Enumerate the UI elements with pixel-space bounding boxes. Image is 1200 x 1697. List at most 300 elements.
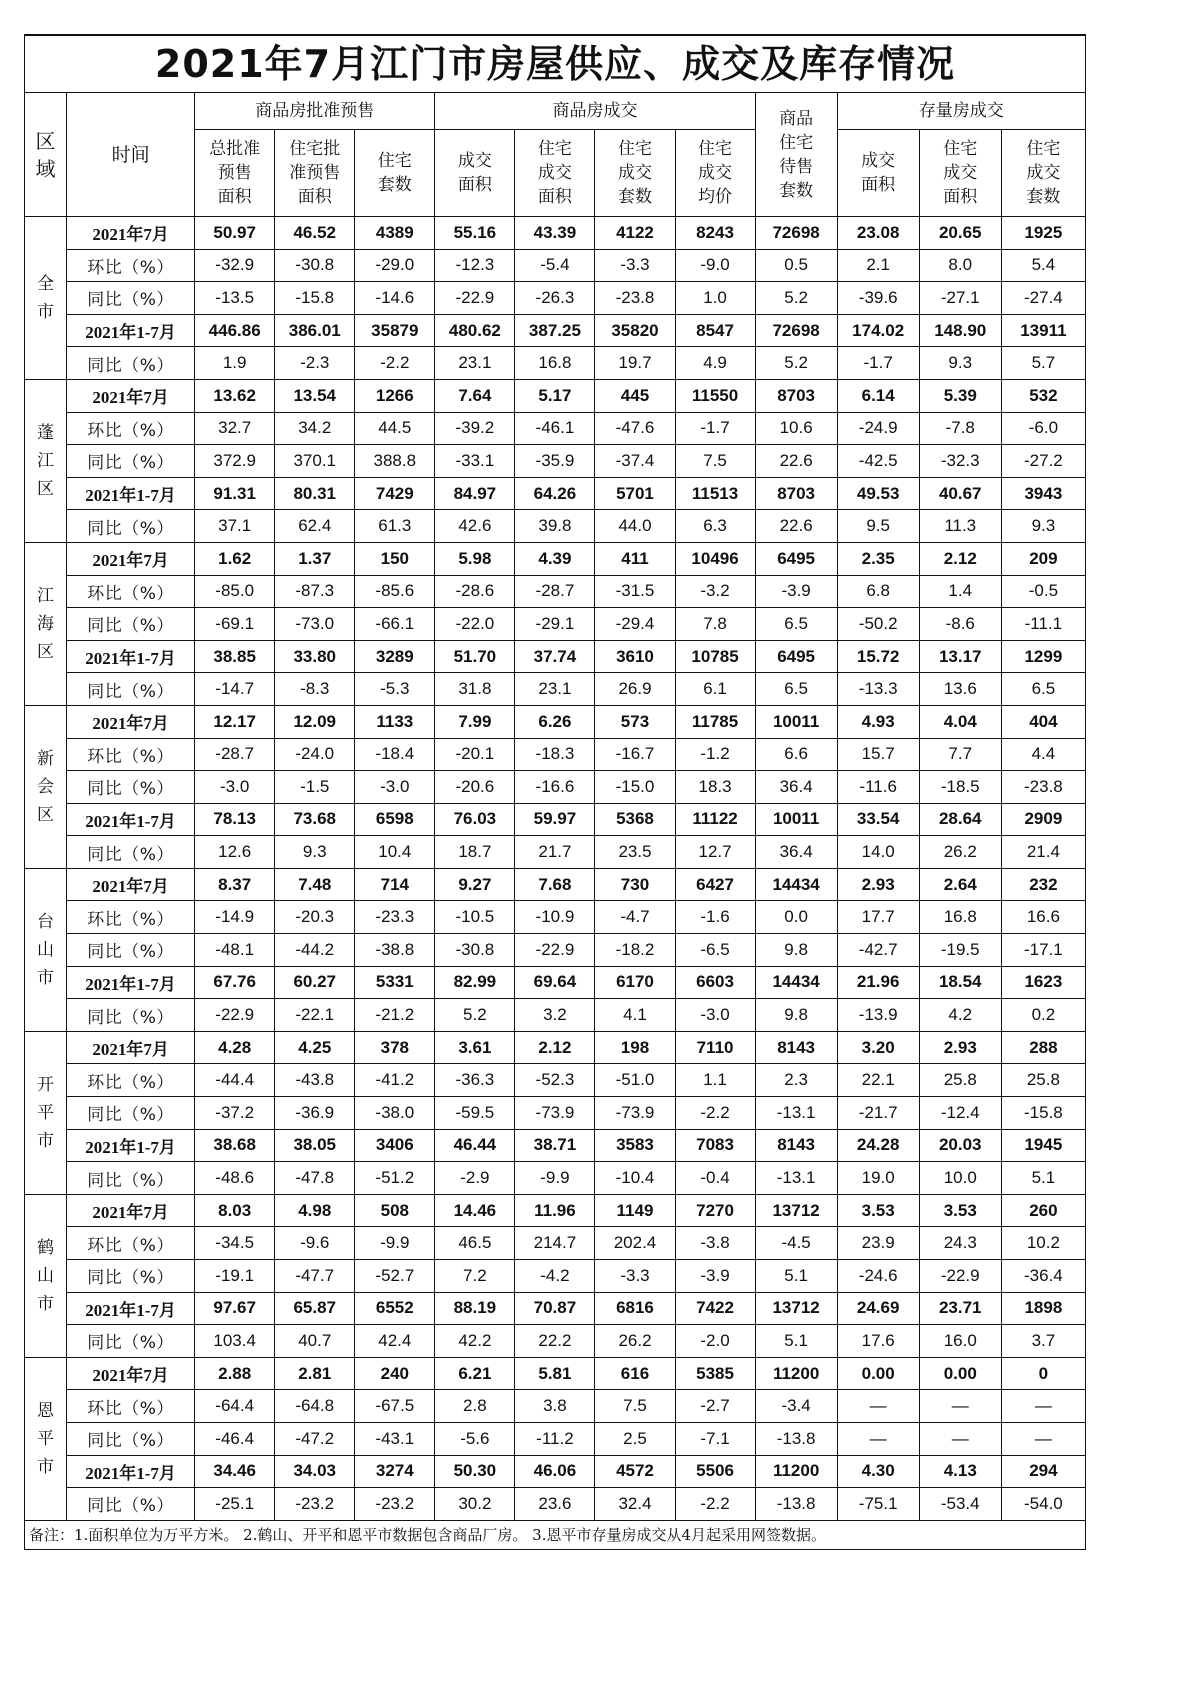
data-cell: 3610 [595,640,675,673]
data-cell: -36.4 [1001,1260,1085,1293]
row-label: 环比（%） [67,738,195,771]
data-cell: -29.4 [595,608,675,641]
data-cell: 5.81 [515,1357,595,1390]
data-cell: 61.3 [355,510,435,543]
data-cell: -13.3 [837,673,919,706]
header-line: 成交 [943,163,978,183]
data-cell: 7083 [675,1129,755,1162]
row-label: 同比（%） [67,673,195,706]
data-cell: -20.1 [435,738,515,771]
row-label: 同比（%） [67,836,195,869]
row-label: 同比（%） [67,608,195,641]
data-cell: 6.21 [435,1357,515,1390]
data-cell: 508 [355,1194,435,1227]
note-row [25,1520,1086,1549]
table-row [25,966,1086,999]
data-cell: 532 [1001,379,1085,412]
table-row [25,1390,1086,1423]
row-label: 2021年1-7月 [67,477,195,510]
header-line: 成交 [1026,163,1061,183]
region-char: 会 [37,776,55,797]
data-cell: 1.0 [675,282,755,315]
data-cell: -39.6 [837,282,919,315]
data-cell: 91.31 [195,477,275,510]
region-char: 恩 [37,1400,55,1421]
data-cell: -0.4 [675,1162,755,1195]
header-line: 住宅 [377,151,412,171]
row-label: 同比（%） [67,510,195,543]
data-cell: -9.9 [355,1227,435,1260]
row-label: 2021年7月 [67,868,195,901]
data-cell: -4.5 [755,1227,837,1260]
data-cell: 42.2 [435,1325,515,1358]
data-cell: -11.2 [515,1422,595,1455]
data-cell: 22.6 [755,445,837,478]
data-cell: -12.4 [919,1097,1001,1130]
data-cell: 2.64 [919,868,1001,901]
column-header [515,130,595,217]
header-line: 均价 [698,187,733,207]
data-cell: -23.2 [275,1488,355,1521]
row-label: 2021年1-7月 [67,966,195,999]
data-cell: 11513 [675,477,755,510]
data-cell: 5506 [675,1455,755,1488]
table-row [25,1422,1086,1455]
row-label: 2021年7月 [67,1031,195,1064]
data-cell: -51.0 [595,1064,675,1097]
data-cell: 0 [1001,1357,1085,1390]
region-char: 台 [37,911,55,932]
data-cell: 0.2 [1001,999,1085,1032]
data-cell: 15.7 [837,738,919,771]
row-label: 环比（%） [67,1227,195,1260]
data-cell: 730 [595,868,675,901]
data-cell: 3.2 [515,999,595,1032]
row-label: 环比（%） [67,575,195,608]
data-cell: -73.9 [515,1097,595,1130]
data-cell: -48.6 [195,1162,275,1195]
data-cell: 4.1 [595,999,675,1032]
table-row [25,640,1086,673]
data-cell: 616 [595,1357,675,1390]
data-cell: -64.8 [275,1390,355,1423]
region-char: 市 [37,301,55,322]
data-cell: 84.97 [435,477,515,510]
data-cell: -8.3 [275,673,355,706]
data-cell: 46.44 [435,1129,515,1162]
data-cell: 14.46 [435,1194,515,1227]
data-cell: 1623 [1001,966,1085,999]
data-cell: 7.99 [435,705,515,738]
data-cell: -27.4 [1001,282,1085,315]
data-cell: 6.5 [755,608,837,641]
table-row [25,836,1086,869]
data-cell: 1266 [355,379,435,412]
data-cell: 4.2 [919,999,1001,1032]
header-line: 商品 [779,108,814,129]
data-cell: -13.8 [755,1422,837,1455]
data-cell: -69.1 [195,608,275,641]
row-label: 2021年7月 [67,542,195,575]
data-cell: -33.1 [435,445,515,478]
data-cell: 198 [595,1031,675,1064]
data-cell: 3274 [355,1455,435,1488]
header-line: 住宅 [617,139,652,159]
data-cell: -3.0 [355,771,435,804]
data-cell: -20.6 [435,771,515,804]
data-cell: 232 [1001,868,1085,901]
data-cell: 70.87 [515,1292,595,1325]
region-char: 江 [37,450,55,471]
data-cell: 4.04 [919,705,1001,738]
data-cell: 2.81 [275,1357,355,1390]
data-cell: 2.88 [195,1357,275,1390]
data-cell: 6427 [675,868,755,901]
data-cell: -2.2 [675,1097,755,1130]
region-char: 平 [37,1102,55,1123]
data-cell: 12.09 [275,705,355,738]
data-cell: 34.03 [275,1455,355,1488]
table-row [25,608,1086,641]
table-row [25,282,1086,315]
data-cell: 26.9 [595,673,675,706]
data-cell: 12.7 [675,836,755,869]
table-row [25,510,1086,543]
data-cell: 7110 [675,1031,755,1064]
data-cell: 59.97 [515,803,595,836]
column-header [355,130,435,217]
data-cell: 388.8 [355,445,435,478]
data-cell: 24.69 [837,1292,919,1325]
data-cell: -27.1 [919,282,1001,315]
table-row [25,1162,1086,1195]
table-row [25,379,1086,412]
data-cell: 1898 [1001,1292,1085,1325]
data-cell: -47.7 [275,1260,355,1293]
column-header [595,130,675,217]
data-cell: -3.2 [675,575,755,608]
data-cell: 31.8 [435,673,515,706]
data-cell: 5.1 [755,1260,837,1293]
data-cell: -54.0 [1001,1488,1085,1521]
data-cell: 49.53 [837,477,919,510]
data-cell: 7.5 [675,445,755,478]
data-cell: -1.2 [675,738,755,771]
data-cell: 11.3 [919,510,1001,543]
region-char: 江 [37,585,55,606]
data-cell: -13.1 [755,1162,837,1195]
data-cell: 55.16 [435,217,515,250]
data-cell: 13.62 [195,379,275,412]
data-cell: 67.76 [195,966,275,999]
data-cell: 16.6 [1001,901,1085,934]
header-line: 面积 [943,187,978,207]
data-cell: 32.7 [195,412,275,445]
region-char: 区 [37,478,55,499]
data-cell: -31.5 [595,575,675,608]
data-cell: -21.2 [355,999,435,1032]
region-cell [25,868,67,1031]
data-cell: 7.8 [675,608,755,641]
data-cell: -59.5 [435,1097,515,1130]
data-cell: 4.28 [195,1031,275,1064]
data-cell: 0.00 [919,1357,1001,1390]
data-cell: 4.30 [837,1455,919,1488]
data-cell: 97.67 [195,1292,275,1325]
data-cell: 9.27 [435,868,515,901]
data-cell: -42.7 [837,934,919,967]
data-cell: 39.8 [515,510,595,543]
data-cell: 5.1 [1001,1162,1085,1195]
row-label: 同比（%） [67,282,195,315]
data-cell: -5.4 [515,249,595,282]
title-row [25,35,1086,93]
header-line: 套数 [377,175,412,195]
data-cell: — [919,1390,1001,1423]
data-cell: 14434 [755,868,837,901]
data-cell: 8143 [755,1129,837,1162]
data-cell: 8.0 [919,249,1001,282]
data-cell: -3.9 [675,1260,755,1293]
data-cell: 103.4 [195,1325,275,1358]
row-label: 2021年1-7月 [67,1129,195,1162]
region-cell [25,379,67,542]
data-cell: 36.4 [755,771,837,804]
data-cell: -44.2 [275,934,355,967]
data-cell: 7429 [355,477,435,510]
header-line: 面积 [217,187,252,207]
data-cell: 209 [1001,542,1085,575]
data-cell: 8547 [675,314,755,347]
data-cell: -6.0 [1001,412,1085,445]
data-cell: -32.3 [919,445,1001,478]
data-cell: -1.5 [275,771,355,804]
data-cell: -43.8 [275,1064,355,1097]
region-char: 平 [37,1428,55,1449]
data-cell: 21.7 [515,836,595,869]
region-cell [25,1357,67,1520]
data-cell: 6170 [595,966,675,999]
data-cell: -14.7 [195,673,275,706]
row-label: 2021年1-7月 [67,640,195,673]
data-cell: 7.48 [275,868,355,901]
data-cell: -41.2 [355,1064,435,1097]
data-cell: -75.1 [837,1488,919,1521]
table-row [25,1097,1086,1130]
page-title: 2021年7月江门市房屋供应、成交及库存情况 [25,35,1086,93]
data-cell: 23.5 [595,836,675,869]
data-cell: -4.7 [595,901,675,934]
header-line: 准预售 [289,163,341,183]
region-char: 山 [37,1265,55,1286]
data-cell: 18.7 [435,836,515,869]
table-row [25,314,1086,347]
data-cell: 9.3 [275,836,355,869]
data-cell: 2909 [1001,803,1085,836]
data-cell: -46.4 [195,1422,275,1455]
data-cell: -39.2 [435,412,515,445]
data-cell: 5.7 [1001,347,1085,380]
data-cell: 10.2 [1001,1227,1085,1260]
header-line: 成交 [617,163,652,183]
data-cell: -15.8 [275,282,355,315]
data-cell: 10011 [755,705,837,738]
region-cell [25,1031,67,1194]
data-cell: 26.2 [919,836,1001,869]
region-char: 海 [37,613,55,634]
data-cell: -42.5 [837,445,919,478]
row-label: 同比（%） [67,1488,195,1521]
data-cell: 10.4 [355,836,435,869]
data-cell: -10.5 [435,901,515,934]
data-cell: 4572 [595,1455,675,1488]
data-cell: 80.31 [275,477,355,510]
data-cell: 9.8 [755,999,837,1032]
data-cell: — [837,1422,919,1455]
data-cell: 62.4 [275,510,355,543]
data-cell: 1.62 [195,542,275,575]
data-cell: -32.9 [195,249,275,282]
data-cell: 5.2 [755,282,837,315]
region-cell [25,705,67,868]
data-cell: 10785 [675,640,755,673]
data-cell: 1133 [355,705,435,738]
data-cell: 13911 [1001,314,1085,347]
data-cell: -9.9 [515,1162,595,1195]
data-cell: 6.6 [755,738,837,771]
data-cell: -22.9 [919,1260,1001,1293]
region-char: 市 [37,1456,55,1477]
header-region-char: 区 [35,128,56,153]
data-cell: -16.7 [595,738,675,771]
row-label: 2021年7月 [67,1194,195,1227]
data-cell: -66.1 [355,608,435,641]
header-line: 住宅批 [289,139,341,159]
data-cell: 6495 [755,542,837,575]
data-cell: -2.0 [675,1325,755,1358]
row-label: 2021年7月 [67,705,195,738]
row-label: 2021年1-7月 [67,1292,195,1325]
data-cell: 73.68 [275,803,355,836]
data-cell: -14.6 [355,282,435,315]
data-cell: 5.39 [919,379,1001,412]
data-cell: -34.5 [195,1227,275,1260]
data-cell: -15.8 [1001,1097,1085,1130]
data-cell: 370.1 [275,445,355,478]
column-header [675,130,755,217]
data-cell: -8.6 [919,608,1001,641]
region-char: 开 [37,1074,55,1095]
data-cell: -44.4 [195,1064,275,1097]
data-cell: 7.68 [515,868,595,901]
table-row [25,934,1086,967]
table-row [25,673,1086,706]
data-cell: 38.85 [195,640,275,673]
data-cell: -36.3 [435,1064,515,1097]
data-cell: 6603 [675,966,755,999]
data-cell: 5.1 [755,1325,837,1358]
row-label: 2021年7月 [67,217,195,250]
data-cell: 23.9 [837,1227,919,1260]
data-cell: 10.6 [755,412,837,445]
data-cell: -25.1 [195,1488,275,1521]
data-cell: -26.3 [515,282,595,315]
data-cell: 4.39 [515,542,595,575]
data-cell: 1299 [1001,640,1085,673]
region-char: 全 [37,273,55,294]
data-cell: -47.8 [275,1162,355,1195]
data-cell: 6.14 [837,379,919,412]
data-cell: -16.6 [515,771,595,804]
data-cell: 4.93 [837,705,919,738]
data-cell: -67.5 [355,1390,435,1423]
data-cell: -73.0 [275,608,355,641]
data-cell: -3.3 [595,1260,675,1293]
data-cell: 404 [1001,705,1085,738]
data-cell: -28.7 [515,575,595,608]
data-cell: -6.5 [675,934,755,967]
header-line: 住宅 [779,132,814,153]
data-cell: -23.8 [595,282,675,315]
data-cell: 44.0 [595,510,675,543]
data-cell: 28.64 [919,803,1001,836]
data-cell: -23.2 [355,1488,435,1521]
data-cell: 69.64 [515,966,595,999]
data-cell: 72698 [755,314,837,347]
data-cell: -3.9 [755,575,837,608]
data-cell: -28.6 [435,575,515,608]
data-cell: 16.0 [919,1325,1001,1358]
data-cell: 20.03 [919,1129,1001,1162]
data-cell: 2.12 [919,542,1001,575]
data-cell: -24.6 [837,1260,919,1293]
data-cell: 446.86 [195,314,275,347]
column-header [435,130,515,217]
region-cell [25,542,67,705]
data-cell: 23.71 [919,1292,1001,1325]
data-cell: 5.4 [1001,249,1085,282]
report-sheet [24,34,1086,1550]
header-line: 预售 [217,163,252,183]
data-cell: -38.0 [355,1097,435,1130]
table-row [25,477,1086,510]
data-cell: 8703 [755,379,837,412]
data-cell: -46.1 [515,412,595,445]
data-cell: 7.5 [595,1390,675,1423]
data-cell: -29.1 [515,608,595,641]
data-cell: 386.01 [275,314,355,347]
data-cell: 11.96 [515,1194,595,1227]
data-cell: 17.7 [837,901,919,934]
data-cell: 11200 [755,1455,837,1488]
data-cell: -20.3 [275,901,355,934]
footnote: 备注：1.面积单位为万平方米。 2.鹤山、开平和恩平市数据包含商品厂房。 3.恩平市存量房成交从4月起采用网签数据。 [25,1520,1086,1549]
data-cell: -19.1 [195,1260,275,1293]
row-label: 同比（%） [67,1162,195,1195]
data-cell: 260 [1001,1194,1085,1227]
data-cell: 1945 [1001,1129,1085,1162]
row-label: 环比（%） [67,412,195,445]
data-cell: 2.1 [837,249,919,282]
data-cell: -2.2 [355,347,435,380]
data-cell: 20.65 [919,217,1001,250]
data-cell: 4.98 [275,1194,355,1227]
data-cell: 35879 [355,314,435,347]
data-cell: -27.2 [1001,445,1085,478]
data-cell: 0.00 [837,1357,919,1390]
column-header [1001,130,1085,217]
header-line: 套数 [779,180,814,201]
